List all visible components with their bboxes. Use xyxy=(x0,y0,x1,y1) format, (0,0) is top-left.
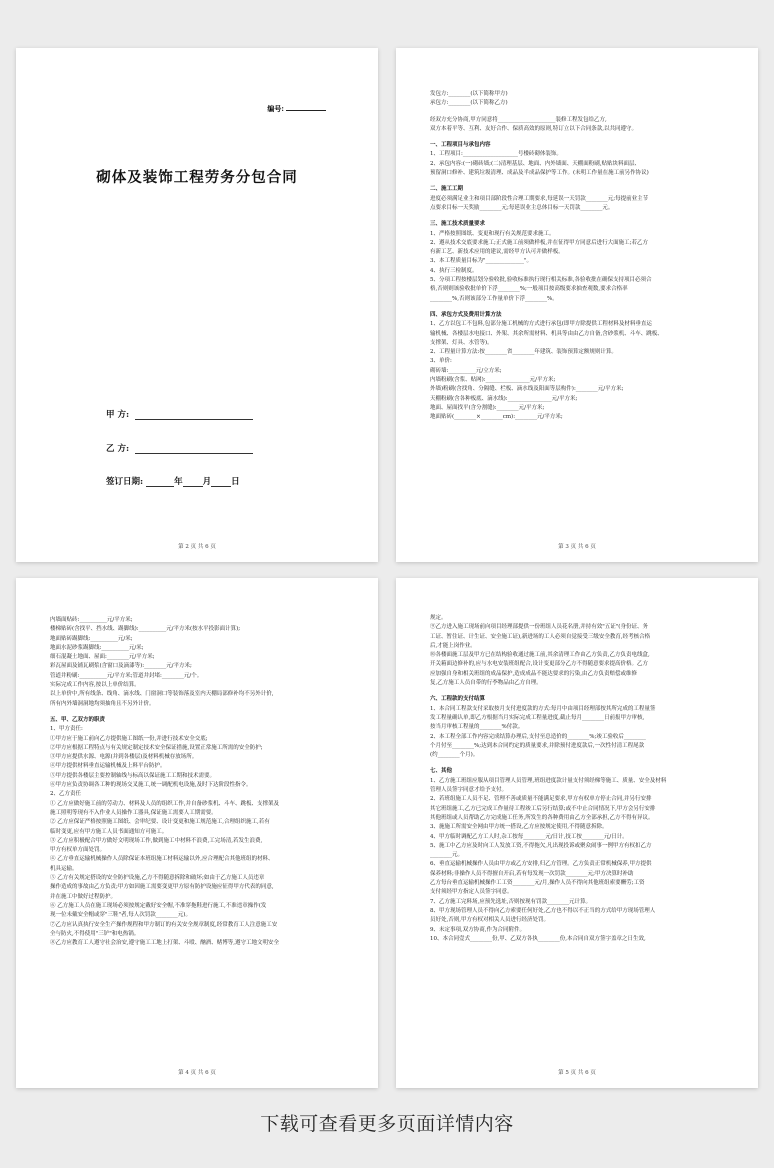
day-blank xyxy=(211,478,231,487)
text-line: ⑦乙方应认真执行安全生产操作规程和甲方制订的有关安全规章制度,经常教育工人注意施工安 xyxy=(50,921,278,928)
text-line: 细石混凝土地面、屋面:________元/平方米; xyxy=(50,654,155,661)
text-line: 3、施施工所需安全网由甲方统一搭设,乙方应按规定使用,不得随意拆除。 xyxy=(430,824,608,831)
contract-number-label: 编号: xyxy=(267,104,284,113)
text-line: 砌砖墙:__________元/立方米; xyxy=(430,367,502,374)
paragraph-gap xyxy=(430,304,732,311)
text-line: ② 乙方应保证严格按照施工图纸、会审纪要、设计变更和施工规范施工,合理组织施工,若有 xyxy=(50,819,270,826)
text-line: 并在施工中做好过程防护。 xyxy=(50,893,117,900)
text-line: 输机械、各楼层水电接口、外架、其余所需材料、机具等由由乙方自备,含砂浆机、斗车、跳板、 xyxy=(430,330,663,337)
page-footer: 第 2 页 共 6 页 xyxy=(178,544,216,550)
text-line: 点要求目标一天奖励________元;每延误业主总体目标一天罚款________元。 xyxy=(430,204,614,211)
party-b-row xyxy=(106,442,253,454)
text-line: ⑤ 乙方有关规定搭设的安全防护设施,乙方不得随意拆除和破坏;如由于乙方施工人员违章 xyxy=(50,875,265,882)
party-b-label: 乙 方: xyxy=(106,444,130,454)
text-line: 按当月审核工程量的________%付款。 xyxy=(430,724,524,731)
text-line: 4、执行三检制度。 xyxy=(430,267,478,274)
text-line: 2、乙方责任 xyxy=(50,791,81,798)
paragraph-gap xyxy=(430,688,732,695)
text-line: 临时变更,应有甲方施工人员书面通知方可施工。 xyxy=(50,828,168,835)
contract-page-3 xyxy=(396,48,758,562)
page-footer: 第 5 页 共 6 页 xyxy=(558,1070,596,1076)
contract-number xyxy=(267,104,326,114)
text-line: ⑤甲方提供各楼层主要控制轴线与标高以保证施工工期和技术需要。 xyxy=(50,772,216,779)
contract-cover-page xyxy=(16,48,378,562)
paragraph-gap xyxy=(430,134,732,141)
text-line: 4、甲方临时调配乙方工人时,杂工按每________元/日计,技工按________元/日计。 xyxy=(430,833,628,840)
text-line: 10、本合同壹式________份,甲、乙双方各执________份,本合同自双方签字盖章之日生效, xyxy=(430,935,646,942)
text-line: 所有内外墙洞洞地均须抽角且不另外计价。 xyxy=(50,700,155,707)
text-line: 承包方:________(以下简称乙方) xyxy=(430,100,508,107)
text-line: 个月付至________%;达到本合同约定的质量要求,并除预付进度款后,一次性付清工程尾款 xyxy=(430,742,645,749)
text-line: 发包方:________(以下简称甲方) xyxy=(430,91,508,97)
text-line: 施工照明等现有不入作业人员操作工器具,保证施工需要人工期需要。 xyxy=(50,809,217,816)
text-line: 操作造成的事故由乙方负责;甲方如因施工需要变更甲方原有防护设施应征得甲方代表的同意, xyxy=(50,884,274,891)
text-line: ⑩各楼面施工层及甲方已在结构验收通过施工前,其余清理工作由乙方负责,乙方负责电线盒, xyxy=(430,652,650,659)
text-line: 支付须经甲方指定人员签字同意。 xyxy=(430,889,513,896)
text-line: 2、工程量计算方法:按________省________年建筑、装饰预算定额规则计算。 xyxy=(430,349,617,356)
text-line: 员好处,否则,甲方有权对相关人员进行经济处罚。 xyxy=(430,917,549,924)
text-line: ③甲方应提供水源、电源(并到各楼层)及材料机械存放场所。 xyxy=(50,754,198,761)
text-line: 地面、屋面找平(含分割缝):________元/平方米; xyxy=(430,404,545,411)
party-a-blank xyxy=(135,419,253,420)
text-line: 复,乙方施工人员自带的行李物品由乙方自理。 xyxy=(430,680,542,687)
text-line: 5、施工中乙方应及时向工人发放工资,不得拖欠,凡出现投诉或聚众闹事一例甲方有权扣乙方 xyxy=(430,842,652,849)
text-line: 7、乙方施工完料场,应预先选址,否则按现有罚款________元计算。 xyxy=(430,898,591,905)
text-line: 以上单价中,所有线条、线角、滴水线、门窗洞口等装饰落及室内天棚局部修补均不另外计价, xyxy=(50,691,274,698)
text-line: 工证、暂住证、计生证、安全施工证),新进场的工人必须自觉接受三级安全教育,经考核合格 xyxy=(430,633,651,640)
text-line: 内墙面贴砖:__________元/平方米; xyxy=(50,617,133,623)
paragraph-gap xyxy=(430,213,732,220)
section-heading: 四、承包方式及费用计算方法 xyxy=(430,311,502,318)
section-heading: 五、甲、乙双方的职责 xyxy=(50,716,106,723)
text-line: 预留洞口修补、建筑垃圾清理、成品及半成品保护等工作。(未明工作量在施工前另作协议) xyxy=(430,170,649,177)
text-line: 机具运输。 xyxy=(50,865,78,872)
text-line: 3、本工程质量目标为"______________"。 xyxy=(430,258,533,265)
download-caption: 下载可查看更多页面详情内容 xyxy=(260,1113,514,1135)
text-line: ④ 乙方垂直运输机械操作人员除保证本班组施工材料运输以外,应合理配合其他班组的材料、 xyxy=(50,856,274,863)
text-line: 9、未定事项,双方协商,作为合同附件。 xyxy=(430,926,525,933)
text-line: ⑥甲方应负责协调各工种的现场交叉施工,统一调配机电设施,及时下达阶段性指令。 xyxy=(50,782,252,789)
text-line: 管理人员签字同意才给予支付。 xyxy=(430,787,508,794)
section-heading: 三、施工技术质量要求 xyxy=(430,221,486,228)
text-line: 内墙粉刷(含浆、贴网):________________元/平方米; xyxy=(430,377,556,384)
text-line: ②甲方应根据工程特点与有关规定制定技术安全保证措施,设置正常施工所需的安全防护; xyxy=(50,744,263,751)
text-line: ①甲方应于施工前向乙方提供施工图纸一份,并进行技术安全交底; xyxy=(50,735,208,742)
text-line: 经双方充分协商,甲方同意将_____________________装修工程发包给乙方, xyxy=(430,116,607,123)
text-line: 格,否则则该验收批单价下浮________%;一般项目按高级要求抽查观数,要求合格率 xyxy=(430,286,628,293)
text-line: 地面贴砖踢脚线:__________元/米; xyxy=(50,635,133,642)
text-line: 外墙)粉刷(含找角、分隔缝、栏板、滴水线及阳面等层构件):________元/平方米; xyxy=(430,386,624,393)
text-line: 1、本合同工程款支付采取按月支付进度款的方式:每月中由项目经理部按其所完成的工程量签 xyxy=(430,705,656,712)
text-line: 2、承包内容:(一)砌砖墙;(二)清理基层、地面、内外墙面、天棚面粉刷,贴贴块料面层、 xyxy=(430,160,641,167)
text-line: 全与防火,不得使用"三铲"和电热锅。 xyxy=(50,930,140,937)
text-line: 规定。 xyxy=(430,615,447,621)
text-line: 楼梯贴砖(含找平、挡水线、踢脚线):__________元/平方米(按水平投影面计算); xyxy=(50,626,241,633)
text-line: 发工程量确认单,即乙方根据当月实际完成工程量进度,截止每月________日前报甲方审核, xyxy=(430,714,645,721)
text-line: 6、垂直运输机械操作人员由甲方或乙方安排,归乙方管理。乙方负责正常机械保养,甲方提供 xyxy=(430,861,652,868)
text-line: 2、若班组施工人员不足、管理不善或质量不能满足要求,甲方有权单方停止合同,并另行安排 xyxy=(430,796,652,803)
party-a-row xyxy=(106,408,253,420)
text-line: 其他班组或人员帮助乙方完成施工任务,所发生的各种费用由乙方全部承担,乙方不得有异议。 xyxy=(430,814,654,821)
year-blank xyxy=(146,478,174,487)
text-line: ③ 乙方应积极配合甲方做好文明现场工作,做到施工中材料不浪费,工完场清,若发生浪费, xyxy=(50,837,263,844)
text-line: 3、单价: xyxy=(430,358,452,365)
text-line: 天棚粉刷(含各种板底、滴水线):________________元/平方米; xyxy=(430,395,578,402)
text-line: 进度必须满足业主和项目部阶段性合理工期要求,每延误一天罚款________元;每提前业主节 xyxy=(430,195,649,202)
sign-date-row xyxy=(106,475,240,487)
text-line: 开关箱面边修补的,应与水电安装班组配合,设计变更部分乙方不得随意要求提高价格。乙方 xyxy=(430,661,648,668)
text-line: 实际完成工作内容,按以上单价结算。 xyxy=(50,682,140,689)
text-line: ⑧乙方应教育工人遵守社会治安,遵守施工工地上打架、斗殴、酗酒、赌博等,遵守工地文明安全 xyxy=(50,940,279,947)
day-label: 日 xyxy=(231,477,240,487)
paragraph-gap xyxy=(430,760,732,767)
contract-page-5 xyxy=(396,578,758,1088)
text-line: ⑨乙方进入施工现场前向项目经理部提供一份班组人员花名册,并持有效"五证"(身份证、务 xyxy=(430,624,648,631)
contract-title: 砌体及装饰工程劳务分包合同 xyxy=(96,169,298,186)
section-heading: 二、施工工期 xyxy=(430,186,464,193)
month-blank xyxy=(183,478,203,487)
sign-date-label: 签订日期: xyxy=(106,477,144,487)
text-line: 保养材料;非操作人员不得擅自开启,若有每发现一次罚款________元;甲方决算时补助 xyxy=(430,870,634,877)
text-line: 有新工艺、新技术应用的建议,需经甲方认可并做样板。 xyxy=(430,249,564,256)
text-line: 5、分项工程按楼层划分验收批,验收标准执行现行相关标准,各验收批在确保支持项目必须合 xyxy=(430,277,652,284)
section-heading: 六、工程款的支付结算 xyxy=(430,696,486,703)
text-line: 地面水泥砂浆踢脚线:__________元/米; xyxy=(50,644,144,651)
text-line: 双方本着平等、互利、友好合作、保质高效的原则,特订立以下合同条款,以共同遵守。 xyxy=(430,125,637,132)
text-line: 1、严格按照图纸、变更和现行有关规范要求施工。 xyxy=(430,230,555,237)
page-4-body xyxy=(50,616,352,948)
text-line: 8、甲方现场管理人员不得向乙方索要任何好处,乙方也不得以不正当的方式给甲方现场管理人 xyxy=(430,907,656,914)
text-line: 应加强自身和相关班组的成品保护,造成成品不能达要求的污染,由乙方负责赔偿或维修 xyxy=(430,670,637,677)
page-footer: 第 3 页 共 6 页 xyxy=(558,544,596,550)
text-line: 甲方有权单方面处罚。 xyxy=(50,847,106,854)
text-line: 1、工程项目:____________________号楼砖砌体装饰。 xyxy=(430,151,562,158)
page-5-body xyxy=(430,614,732,944)
text-line: ⑥ 乙方施工人员在施工现场必须按规定戴好安全帽,不准穿拖鞋进行施工,不准违章操作(发 xyxy=(50,902,267,909)
text-line: 地面贴砖(________×________cm):________元/平方米; xyxy=(430,414,563,421)
text-line: 2、本工程全部工作内容完成结算办理后,支付至总造价的________%;竣工验收后________ xyxy=(430,733,646,740)
text-line: 其它班组施工,乙方已完成工作量待工程竣工后另行结算;或不中止合同情况下,甲方会另行安排 xyxy=(430,805,656,812)
text-line: 彩瓦屋面及铺瓦刷浆(含窗口及滴漆等):________元/平方米; xyxy=(50,663,192,670)
month-label: 月 xyxy=(202,477,212,487)
text-line: 2、遵从技术交底要求施工;正式施工前须做样板,并在征得甲方同意后进行大面施工;若乙方 xyxy=(430,239,648,246)
text-line: 1、甲方责任: xyxy=(50,726,83,733)
paragraph-gap xyxy=(430,109,732,116)
text-line: 支撑架、灯具、水管等)。 xyxy=(430,339,493,346)
year-label: 年 xyxy=(174,477,183,487)
contract-number-blank xyxy=(286,110,326,111)
text-line: 1、乙方以包工不包料,包部分施工机械的方式进行承包(即甲方除提供工程材料及材料垂直运 xyxy=(430,321,652,328)
text-line: (约________个月)。 xyxy=(430,752,479,759)
text-line: ________元。 xyxy=(430,852,464,859)
text-line: 管道井粉刷:__________元/平方米;管道井封堵:________元/个。 xyxy=(50,672,203,679)
section-heading: 七、其他 xyxy=(430,768,453,775)
text-line: ① 乙方应做好施工前的劳动力、材料及人员的组织工作,并自备砂浆机、斗车、跳板、支撑架及 xyxy=(50,800,279,807)
text-line: ④甲方提供材料垂直运输机械及上料平台防护。 xyxy=(50,763,166,770)
page-3-body xyxy=(430,90,732,423)
party-b-blank xyxy=(135,453,253,454)
section-heading: 一、工程项目与承包内容 xyxy=(430,142,491,149)
text-line: 乙方每台垂直运输机械操作工工资________元/月,操作人员不得向其他班组索要酬劳;工资 xyxy=(430,880,645,887)
page-footer: 第 4 页 共 6 页 xyxy=(178,1070,216,1076)
text-line: 现一位未戴安全帽或穿"三鞋"者,每人次罚款________元)。 xyxy=(50,912,191,919)
contract-page-4 xyxy=(16,578,378,1088)
paragraph-gap xyxy=(430,178,732,185)
text-line: ________%,否则该部分工作量单价下浮________%。 xyxy=(430,295,558,302)
text-line: 1、乙方施工班组应服从项目管理人员管理,班组进度款计量支付须经梯等施工、质量、安全及材料 xyxy=(430,777,667,784)
text-line: 后,才能上岗作业。 xyxy=(430,642,476,649)
paragraph-gap xyxy=(50,709,352,716)
party-a-label: 甲 方: xyxy=(106,410,130,420)
